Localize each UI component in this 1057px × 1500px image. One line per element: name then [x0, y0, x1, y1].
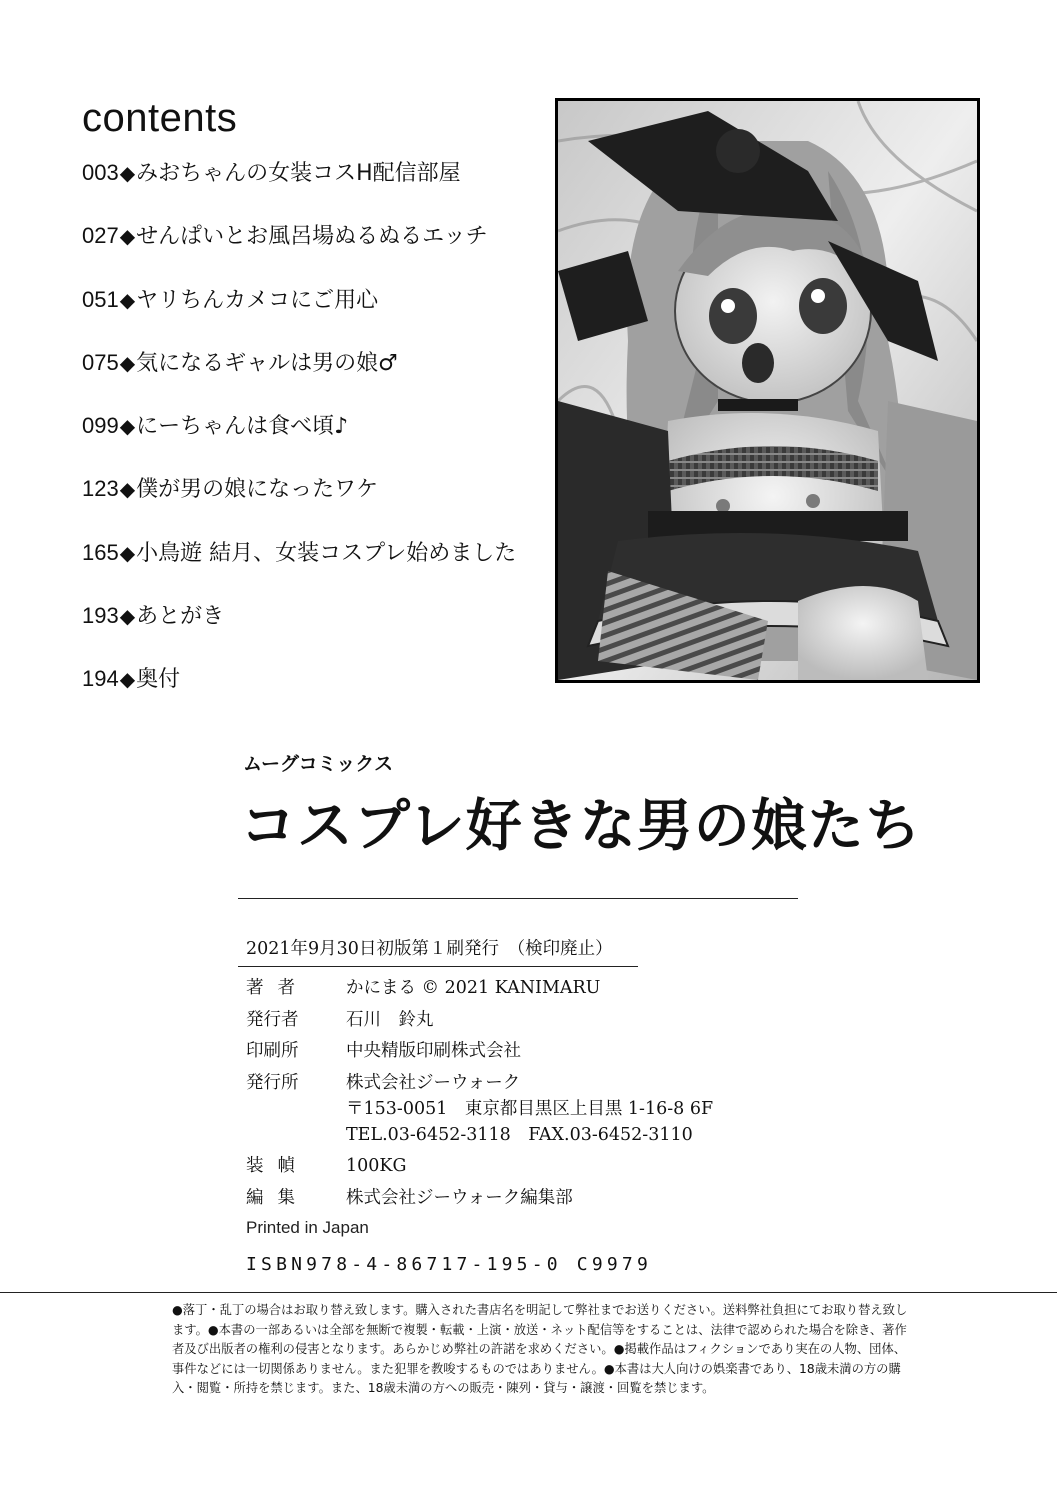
divider-top: [238, 898, 798, 899]
toc-title: ヤリちんカメコにご用心: [136, 287, 379, 313]
diamond-icon: ◆: [119, 287, 136, 312]
toc-item[interactable]: [82, 218, 552, 281]
diamond-icon: ◆: [119, 350, 136, 375]
toc-title: 奥付: [136, 667, 181, 693]
colophon-label: 発行所: [246, 1072, 299, 1093]
toc-page-number: 165: [82, 539, 119, 565]
colophon-value: 中央精版印刷株式会社: [346, 1041, 521, 1061]
diamond-icon: ◆: [119, 161, 136, 185]
toc-page-number: 003: [82, 160, 119, 185]
contents-heading: contents: [82, 96, 238, 140]
book-title: コスプレ好きな男の娘たち: [240, 794, 922, 859]
toc-item[interactable]: [82, 661, 552, 724]
series-name: ムーグコミックス: [243, 753, 394, 775]
colophon-label: 発行者: [246, 1009, 299, 1030]
diamond-icon: ◆: [119, 540, 136, 565]
edition-line: 2021年9月30日初版第１刷発行 （検印廃止）: [246, 939, 613, 959]
colophon-value: 株式会社ジーウォーク: [346, 1072, 521, 1093]
toc-item[interactable]: [82, 598, 552, 661]
toc-page-number: 194: [82, 666, 119, 692]
colophon-value: TEL.03-6452-3118 FAX.03-6452-3110: [346, 1124, 693, 1145]
toc-title: あとがき: [136, 604, 225, 630]
colophon-value: 株式会社ジーウォーク編集部: [346, 1187, 573, 1208]
toc-item[interactable]: [82, 282, 552, 345]
toc-page-number: 193: [82, 603, 119, 629]
toc-item[interactable]: [82, 155, 552, 218]
colophon-label: 装幀: [246, 1156, 309, 1176]
toc-page-number: 099: [82, 413, 119, 439]
colophon-value: 100KG: [346, 1156, 407, 1176]
toc-title: みおちゃんの女装コスH配信部屋: [136, 161, 461, 186]
toc-item[interactable]: [82, 408, 552, 471]
toc-page-number: 075: [82, 349, 119, 375]
legal-notice: ●落丁・乱丁の場合はお取り替え致します。購入された書店名を明記して弊社までお送りください。送料弊社負担にてお取り替え致します。●本書の一部あるいは全部を無断で複製・転載・上演・放送・ネット配信等をすることは、法律で認められた場合を除き、著作者及び出版者の権利の侵害となります。あらかじめ弊社の許諾を求めください。●掲載作品はフィクションであり実在の人物、団体、事件などには一切関係ありません。また犯罪を教唆するものではありません。●本書は大人向けの娯楽書であり、18歳未満の方の購入・閲覧・所持を禁じます。また、18歳未満の方への販売・陳列・貸与・譲渡・回覧を禁じます。: [172, 1303, 908, 1395]
diamond-icon: ◆: [119, 667, 136, 692]
cover-illustration: [555, 98, 980, 683]
toc-page-number: 027: [82, 223, 119, 249]
toc-item[interactable]: [82, 345, 552, 408]
printed-in: Printed in Japan: [246, 1218, 369, 1237]
colophon-label: 編集: [246, 1187, 309, 1208]
toc-title: 気になるギャルは男の娘♂: [136, 350, 398, 376]
diamond-icon: ◆: [119, 224, 136, 249]
colophon-value: 石川 鈴丸: [346, 1009, 434, 1030]
toc-title: 小鳥遊 結月、女装コスプレ始めました: [136, 540, 517, 566]
toc-title: 僕が男の娘になったワケ: [136, 477, 379, 503]
toc-page-number: 123: [82, 476, 119, 502]
colophon-label: 印刷所: [246, 1041, 299, 1061]
colophon-label: 著者: [246, 978, 309, 998]
diamond-icon: ◆: [119, 414, 136, 439]
toc-item[interactable]: [82, 535, 552, 598]
diamond-icon: ◆: [119, 604, 136, 629]
toc-item[interactable]: [82, 471, 552, 534]
divider-mid: [238, 966, 638, 967]
table-of-contents: [82, 155, 552, 725]
toc-title: せんぱいとお風呂場ぬるぬるエッチ: [136, 224, 488, 250]
divider-bottom: [0, 1292, 1057, 1293]
toc-page-number: 051: [82, 286, 119, 312]
colophon-value: 〒153-0051 東京都目黒区上目黒 1-16-8 6F: [346, 1098, 714, 1119]
toc-title: にーちゃんは食べ頃♪: [136, 414, 349, 440]
isbn: ISBN978-4-86717-195-0 C9979: [246, 1254, 652, 1275]
colophon-value: かにまる © 2021 KANIMARU: [346, 978, 601, 998]
cover-illustration-icon: [558, 101, 977, 680]
diamond-icon: ◆: [119, 477, 136, 502]
